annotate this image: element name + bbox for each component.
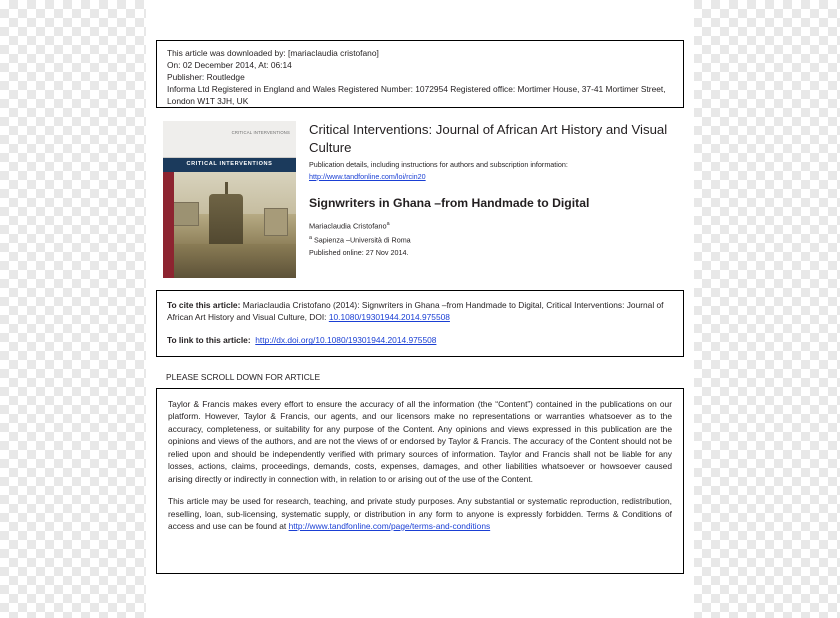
to-cite-line: [167, 299, 673, 323]
journal-text-column: [309, 121, 679, 258]
article-author-affiliation-marker: a: [386, 221, 390, 228]
document-page: [146, 0, 694, 618]
to-cite-text: Mariaclaudia Cristofano (2014): Signwriters in Ghana –from Handmade to Digital, Critical Interventions: Journal of African Art History and Visual Culture, DOI:: [167, 300, 664, 323]
terms-conditions-link[interactable]: http://www.tandfonline.com/page/terms-and-conditions: [288, 520, 491, 531]
cover-header-text: CRITICAL INTERVENTIONS: [231, 130, 290, 135]
article-affiliation-marker: a: [309, 235, 312, 242]
scroll-down-note: PLEASE SCROLL DOWN FOR ARTICLE: [166, 372, 321, 382]
cover-photo-ground: [163, 244, 296, 278]
terms-usage-text: This article may be used for research, teaching, and private study purposes. Any substantial or systematic reproduction, redistribution, reselling, loan, sub-licensing, systematic supply, or distribution in any form to anyone is expressly forbidden. Terms & Conditions of access and use can be found at: [168, 496, 672, 531]
cover-photo-signboard-right: [264, 208, 288, 236]
terms-disclaimer-box: [156, 388, 684, 574]
download-line-publisher: Publisher: Routledge: [167, 71, 245, 82]
article-author: [309, 221, 679, 232]
download-line-registration: Informa Ltd Registered in England and Wales Registered Number: 1072954 Registered office: Mortimer House, 37-41 Mortimer Street, London W1T 3JH, UK: [167, 83, 666, 106]
article-affiliation-text: Sapienza –Università di Roma: [314, 235, 411, 245]
to-link-label: To link to this article:: [167, 335, 251, 346]
cover-title-banner: CRITICAL INTERVENTIONS: [163, 158, 296, 172]
journal-cover-image: [163, 121, 296, 278]
cover-header-band: [163, 121, 296, 158]
download-line-date: On: 02 December 2014, At: 06:14: [167, 59, 292, 70]
terms-paragraph-usage: [168, 495, 672, 532]
to-cite-label: To cite this article:: [167, 300, 241, 310]
document-content: [146, 0, 694, 618]
journal-url-link[interactable]: http://www.tandfonline.com/loi/rcin20: [309, 171, 426, 181]
to-link-url[interactable]: http://dx.doi.org/10.1080/19301944.2014.975508: [255, 335, 437, 346]
article-author-name: Mariaclaudia Cristofano: [309, 221, 387, 231]
terms-paragraph-accuracy: Taylor & Francis makes every effort to ensure the accuracy of all the information (the “Content”) contained in the publications on our platform. However, Taylor & Francis, our agents, and our licensors make no representations or warranties whatsoever as to the accuracy, completeness, or suitability for any purpose of the Content. Any opinions and views expressed in this publication are the opinions and views of the authors, and are not the views of or endorsed by Taylor & Francis. The accuracy of the Content should not be relied upon and should be independently verified with primary sources of information. Taylor and Francis shall not be liable for any losses, actions, claims, proceedings, demands, costs, expenses, damages, and other liabilities whatsoever or howsoever caused arising directly or indirectly in connection with, in relation to or arising out of the use of the Content.: [168, 399, 672, 484]
cover-photo-signboard-left: [171, 202, 199, 226]
download-info-box: [156, 40, 684, 108]
journal-title: Critical Interventions: Journal of African Art History and Visual Culture: [309, 122, 668, 155]
download-line-downloaded-by: This article was downloaded by: [mariaclaudia cristofano]: [167, 48, 379, 58]
journal-publication-details: Publication details, including instructions for authors and subscription information:: [309, 160, 568, 170]
journal-article-block: [156, 113, 684, 288]
cover-photograph: [163, 172, 296, 278]
article-title: Signwriters in Ghana –from Handmade to Digital: [309, 196, 590, 211]
article-affiliation: [309, 235, 679, 246]
to-link-line: [167, 334, 673, 346]
cover-spine-bar: [163, 172, 174, 278]
to-cite-doi-link[interactable]: 10.1080/19301944.2014.975508: [328, 312, 450, 323]
citation-box: [156, 290, 684, 357]
article-published-date: Published online: 27 Nov 2014.: [309, 247, 409, 257]
